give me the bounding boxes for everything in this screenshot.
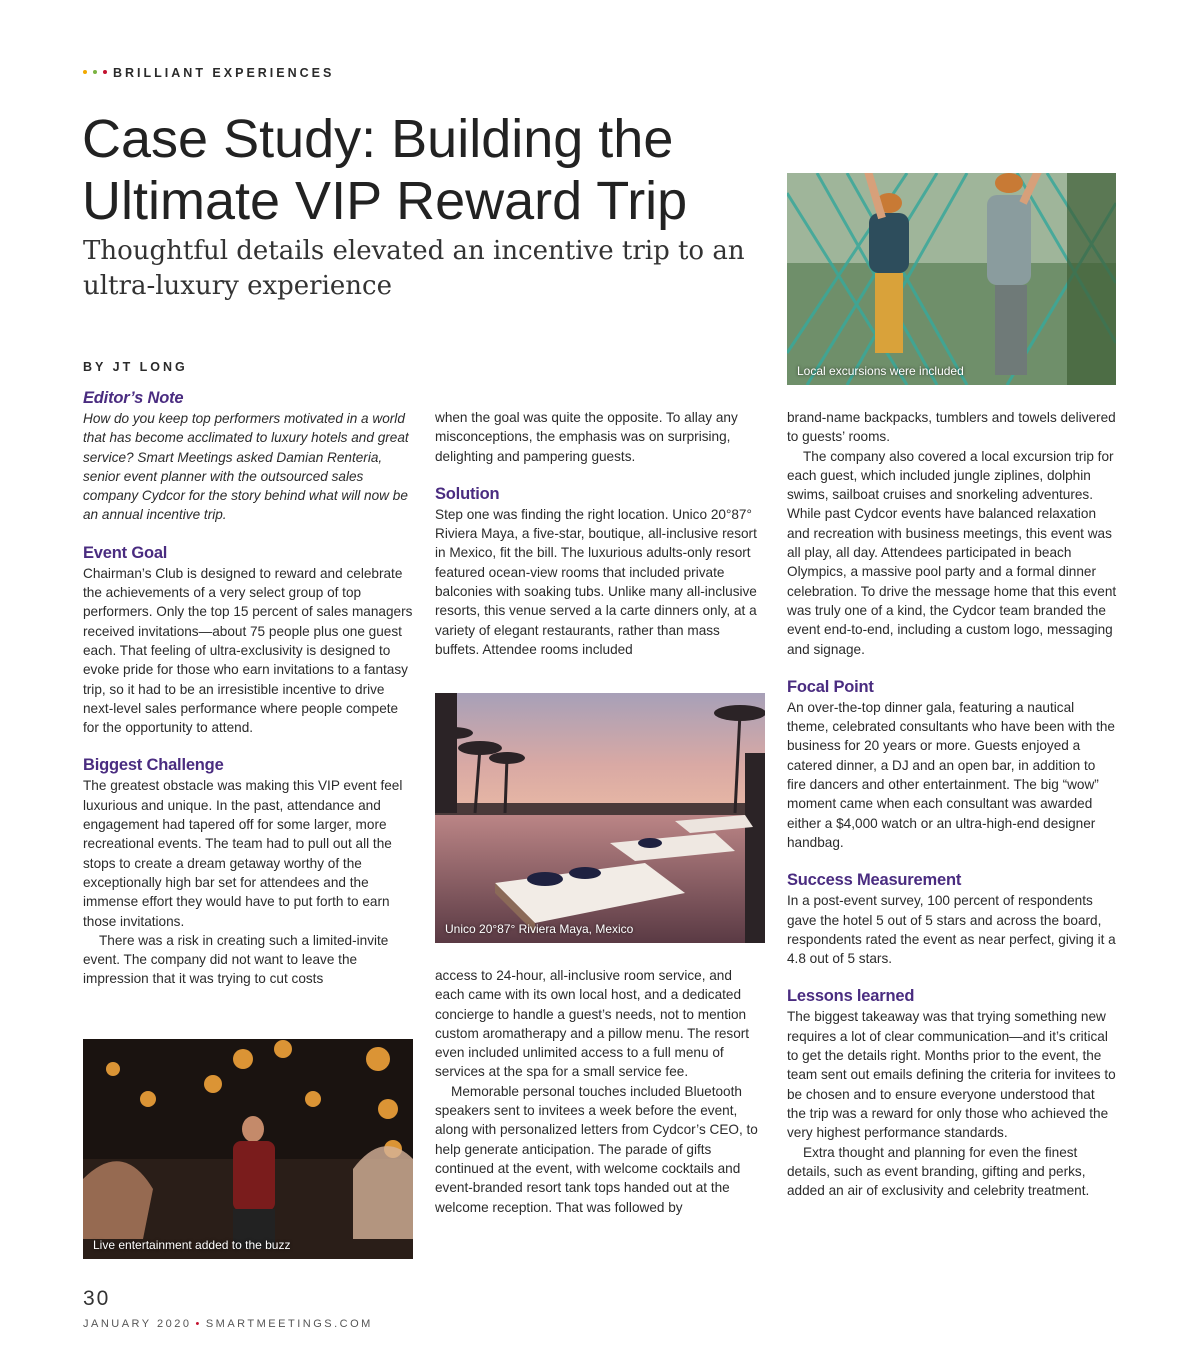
resort-caption: Unico 20°87° Riviera Maya, Mexico bbox=[445, 922, 634, 936]
section-label-text: BRILLIANT EXPERIENCES bbox=[113, 66, 335, 80]
column-2-bottom bbox=[435, 966, 765, 1217]
excursion-text: The company also covered a local excursion trip for each guest, which included jungle ziplines, dolphin swims, sailboat cruises and snorkeling adventures. While past Cydcor events have balanced relaxation and recreation with business meetings, this event was all play, all day. Attendees participated in beach Olympics, a massive pool party and a formal dinner celebration. To drive the message home that this event was truly one of a kind, the Cydcor team branded the event end-to-end, including a custom logo, messaging and signage. bbox=[787, 448, 1117, 657]
focal-point-heading: Focal Point bbox=[787, 677, 874, 696]
lessons-learned-text-2: Extra thought and planning for even the finest details, such as event branding, gifting and perks, added an air of exclusivity and celebrity treatment. bbox=[787, 1144, 1090, 1199]
success-measurement-heading: Success Measurement bbox=[787, 871, 962, 890]
entertainment-illustration bbox=[83, 1039, 413, 1259]
byline: BY JT LONG bbox=[83, 360, 188, 374]
section-label bbox=[83, 66, 334, 80]
biggest-challenge-text-2: There was a risk in creating such a limited-invite event. The company did not want to leave the impression that it was trying to cut costs bbox=[83, 932, 389, 987]
biggest-challenge-heading: Biggest Challenge bbox=[83, 756, 224, 775]
article-subtitle: Thoughtful details elevated an incentive trip to an ultra-luxury experience bbox=[83, 236, 745, 301]
editors-note-heading: Editor’s Note bbox=[83, 389, 184, 407]
biggest-challenge-text: The greatest obstacle was making this VIP event feel luxurious and unique. In the past, attendance and engagement had tapered off for some larger, more recreational events. The team had to pull out all the stops to create a dream getaway worthy of the exceptionally high bar set for attendees and the immense effort they would have to put forth to earn those invitations. bbox=[83, 778, 403, 929]
excursion-caption: Local excursions were included bbox=[797, 364, 964, 378]
dot-yellow bbox=[83, 70, 87, 74]
focal-point-text: An over-the-top dinner gala, featuring a nautical theme, celebrated consultants who have been with the business for 20 years or more. Guests enjoyed a catered dinner, a DJ and an open bar, in addition to fire dancers and other entertainment. The big “wow” moment came when each consultant was awarded either a $4,000 watch or an ultra-high-end designer handbag. bbox=[787, 699, 1115, 850]
lessons-learned-heading: Lessons learned bbox=[787, 987, 915, 1006]
entertainment-photo bbox=[83, 1039, 413, 1259]
event-goal-text: Chairman’s Club is designed to reward and celebrate the achievements of a very select group of top performers. Only the top 15 percent of sales managers received invitations—about 75 people plus one guest each. That feeling of ultra-exclusivity is designed to evoke pride for those who earn invitations to a fantasy trip, so it had to be an irresistible incentive to drive next-level sales performance where people compete for the opportunity to attend. bbox=[83, 565, 413, 736]
article-title: Case Study: Building the Ultimate VIP Reward Trip bbox=[82, 109, 688, 231]
resort-illustration bbox=[435, 693, 765, 943]
editors-note-text: How do you keep top performers motivated in a world that has become acclimated to luxury hotels and great service? Smart Meetings asked Damian Renteria, senior event planner with the outsourced sales company Cydcor for the story behind what will now be an annual incentive trip. bbox=[83, 411, 409, 523]
column-3-continued-text: brand-name backpacks, tumblers and towels delivered to guests’ rooms. bbox=[787, 410, 1116, 445]
resort-photo bbox=[435, 693, 765, 943]
solution-text: Step one was finding the right location. Unico 20°87° Riviera Maya, a five-star, boutique, all-inclusive resort in Mexico, fit the bill. The luxurious adults-only resort featured ocean-view rooms that included private balconies with soaking tubs. Unlike many all-inclusive resorts, this venue served a la carte dinners only, at a variety of elegant restaurants, rather than mass buffets. Attendee rooms included bbox=[435, 506, 757, 657]
column-2-continued-text: when the goal was quite the opposite. To allay any misconceptions, the emphasis was on surprising, delighting and pampering guests. bbox=[435, 410, 738, 464]
excursion-illustration bbox=[787, 173, 1116, 385]
column-2-top bbox=[435, 408, 765, 659]
excursion-photo bbox=[787, 173, 1116, 385]
page-number: 30 bbox=[83, 1287, 111, 1310]
event-goal-heading: Event Goal bbox=[83, 543, 168, 562]
footer-site: SMARTMEETINGS.COM bbox=[205, 1318, 373, 1330]
footer-line bbox=[83, 1318, 373, 1330]
footer-issue: JANUARY 2020 bbox=[83, 1318, 192, 1330]
lessons-learned-text: The biggest takeaway was that trying something new requires a lot of clear communication—and it’s critical to get the details right. Months prior to the event, the team sent out emails defining the criteria for invitees to be chosen and to ensure everyone understood that the trip was a reward for only those who achieved the very highest performance standards. bbox=[787, 1009, 1116, 1141]
solution-text-3: Memorable personal touches included Bluetooth speakers sent to invitees a week before the event, along with personalized letters from Cydcor’s CEO, to help generate anticipation. The parade of gifts continued at the event, with welcome cocktails and event-branded resort tank tops handed out at the welcome reception. That was followed by bbox=[435, 1083, 758, 1215]
column-3 bbox=[787, 408, 1117, 1200]
solution-heading: Solution bbox=[435, 484, 500, 503]
success-measurement-text: In a post-event survey, 100 percent of respondents gave the hotel 5 out of 5 stars and across the board, respondents rated the event as near perfect, giving it a 4.8 out of 5 stars. bbox=[787, 893, 1116, 967]
dot-red bbox=[103, 70, 107, 74]
column-1 bbox=[83, 387, 413, 989]
dot-green bbox=[93, 70, 97, 74]
entertainment-caption: Live entertainment added to the buzz bbox=[93, 1238, 291, 1252]
solution-text-2: access to 24-hour, all-inclusive room service, and each came with its own local host, and a dedicated concierge to handle a guest’s needs, not to mention custom aromatherapy and a pillow menu. The resort even included unlimited access to a full menu of services at the spa for a small service fee. bbox=[435, 968, 750, 1080]
footer-separator: • bbox=[195, 1318, 202, 1330]
